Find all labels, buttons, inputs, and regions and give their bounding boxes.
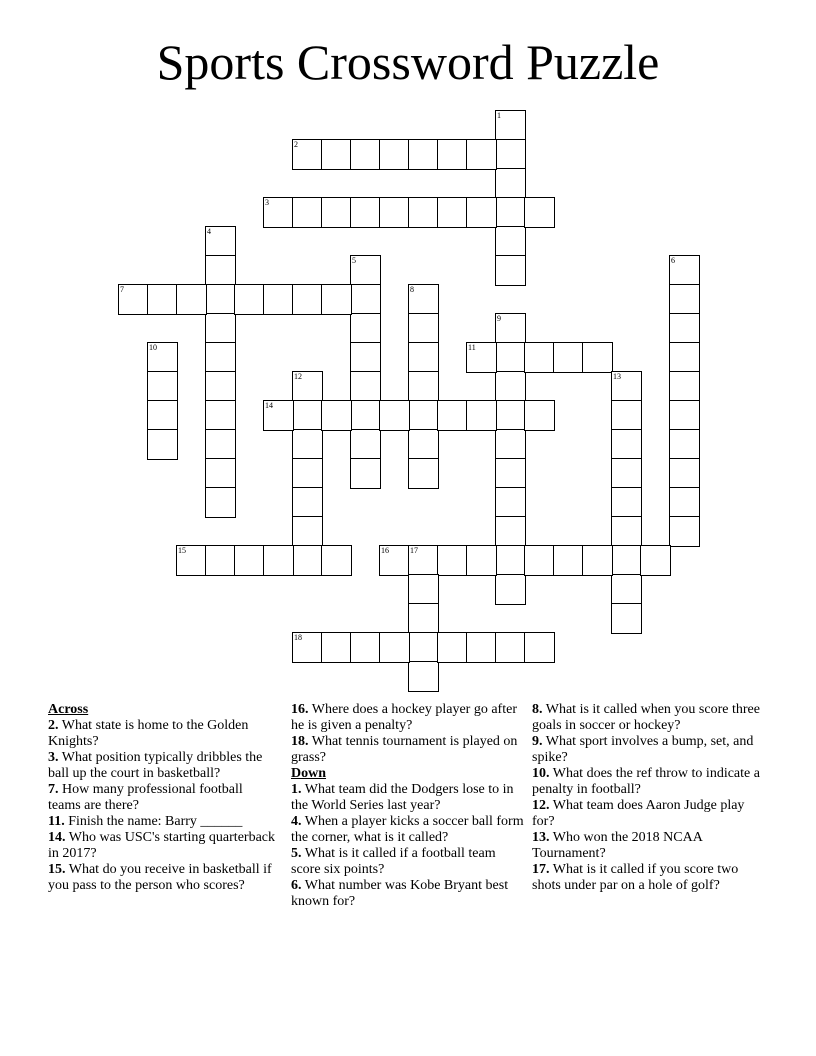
grid-cell[interactable] <box>524 632 555 663</box>
grid-cell[interactable] <box>205 371 236 402</box>
clue-down-4: 4. When a player kicks a soccer ball form the corner, what is it called? <box>291 814 524 845</box>
clue-number: 5 <box>352 256 356 265</box>
grid-cell[interactable] <box>408 342 439 373</box>
grid-cell[interactable] <box>437 632 468 663</box>
clue-across-14: 14. Who was USC's starting quarterback in 2017? <box>48 830 276 861</box>
clue-number: 3 <box>265 198 269 207</box>
grid-cell[interactable] <box>408 400 439 431</box>
clue-number: 11 <box>468 343 476 352</box>
grid-cell[interactable] <box>350 139 381 170</box>
grid-cell[interactable] <box>640 545 671 576</box>
grid-cell[interactable] <box>205 458 236 489</box>
grid-cell[interactable] <box>495 342 526 373</box>
clue-number: 4 <box>207 227 211 236</box>
clues-column-3 <box>532 702 762 894</box>
grid-cell[interactable] <box>263 284 294 315</box>
clue-number: 14 <box>265 401 273 410</box>
grid-cell[interactable] <box>350 342 381 373</box>
grid-cell[interactable] <box>495 458 526 489</box>
clue-down-12: 12. What team does Aaron Judge play for? <box>532 798 745 829</box>
grid-cell[interactable] <box>292 197 323 228</box>
grid-cell[interactable] <box>292 371 323 402</box>
grid-cell[interactable] <box>495 574 526 605</box>
grid-cell[interactable] <box>408 545 439 576</box>
clue-number: 1 <box>497 111 501 120</box>
grid-cell[interactable] <box>466 342 497 373</box>
grid-cell[interactable] <box>495 139 526 170</box>
grid-cell[interactable] <box>466 197 497 228</box>
grid-cell[interactable] <box>466 632 497 663</box>
grid-cell[interactable] <box>408 632 439 663</box>
grid-cell[interactable] <box>495 371 526 402</box>
grid-cell[interactable] <box>611 574 642 605</box>
grid-cell[interactable] <box>205 284 236 315</box>
clue-number: 12 <box>294 372 302 381</box>
grid-cell[interactable] <box>495 400 526 431</box>
grid-cell[interactable] <box>379 197 410 228</box>
clue-number: 18 <box>294 633 302 642</box>
grid-cell[interactable] <box>524 342 555 373</box>
grid-cell[interactable] <box>524 400 555 431</box>
grid-cell[interactable] <box>234 545 265 576</box>
grid-cell[interactable] <box>669 516 700 547</box>
grid-cell[interactable] <box>437 197 468 228</box>
grid-cell[interactable] <box>205 487 236 518</box>
clue-down-10: 10. What does the ref throw to indicate a penalty in football? <box>532 766 760 797</box>
grid-cell[interactable] <box>408 603 439 634</box>
grid-cell[interactable] <box>350 255 381 286</box>
grid-cell[interactable] <box>350 429 381 460</box>
grid-cell[interactable] <box>669 458 700 489</box>
grid-cell[interactable] <box>350 371 381 402</box>
grid-cell[interactable] <box>669 400 700 431</box>
grid-cell[interactable] <box>263 545 294 576</box>
grid-cell[interactable] <box>205 226 236 257</box>
grid-cell[interactable] <box>408 661 439 692</box>
grid-cell[interactable] <box>292 545 323 576</box>
grid-cell[interactable] <box>350 400 381 431</box>
grid-cell[interactable] <box>437 545 468 576</box>
grid-cell[interactable] <box>611 603 642 634</box>
clue-number: 9 <box>497 314 501 323</box>
grid-cell[interactable] <box>350 284 381 315</box>
grid-cell[interactable] <box>147 400 178 431</box>
clue-number: 6 <box>671 256 675 265</box>
grid-cell[interactable] <box>205 342 236 373</box>
grid-cell[interactable] <box>611 516 642 547</box>
grid-cell[interactable] <box>669 313 700 344</box>
clues-column-2 <box>291 702 526 910</box>
grid-cell[interactable] <box>524 197 555 228</box>
grid-cell[interactable] <box>495 110 526 141</box>
clue-down-6: 6. What number was Kobe Bryant best known for? <box>291 878 509 909</box>
grid-cell[interactable] <box>466 400 497 431</box>
grid-cell[interactable] <box>205 545 236 576</box>
grid-cell[interactable] <box>147 429 178 460</box>
grid-cell[interactable] <box>466 139 497 170</box>
grid-cell[interactable] <box>611 458 642 489</box>
clue-number: 8 <box>410 285 414 294</box>
grid-cell[interactable] <box>205 429 236 460</box>
clue-across-7: 7. How many professional football teams are there? <box>48 782 243 813</box>
clue-across-2: 2. What state is home to the Golden Knights? <box>48 718 249 749</box>
grid-cell[interactable] <box>495 487 526 518</box>
clue-number: 17 <box>410 546 418 555</box>
clue-down-17: 17. What is it called if you score two shots under par on a hole of golf? <box>532 862 739 893</box>
grid-cell[interactable] <box>408 371 439 402</box>
grid-cell[interactable] <box>495 255 526 286</box>
grid-cell[interactable] <box>321 400 352 431</box>
grid-cell[interactable] <box>292 487 323 518</box>
clue-down-13: 13. Who won the 2018 NCAA Tournament? <box>532 830 703 861</box>
down-heading: Down <box>291 766 327 781</box>
grid-cell[interactable] <box>263 197 294 228</box>
grid-cell[interactable] <box>205 313 236 344</box>
grid-cell[interactable] <box>292 429 323 460</box>
grid-cell[interactable] <box>495 226 526 257</box>
clue-across-3: 3. What position typically dribbles the ball up the court in basketball? <box>48 750 263 781</box>
grid-cell[interactable] <box>495 168 526 199</box>
grid-cell[interactable] <box>611 545 642 576</box>
clue-number: 15 <box>178 546 186 555</box>
grid-cell[interactable] <box>176 284 207 315</box>
grid-cell[interactable] <box>205 255 236 286</box>
grid-cell[interactable] <box>292 632 323 663</box>
clue-number: 13 <box>613 372 621 381</box>
grid-cell[interactable] <box>495 197 526 228</box>
grid-cell[interactable] <box>292 139 323 170</box>
page-title: Sports Crossword Puzzle <box>156 34 660 90</box>
clue-number: 2 <box>294 140 298 149</box>
grid-cell[interactable] <box>669 284 700 315</box>
grid-cell[interactable] <box>147 371 178 402</box>
grid-cell[interactable] <box>466 545 497 576</box>
grid-cell[interactable] <box>437 400 468 431</box>
grid-cell[interactable] <box>611 371 642 402</box>
grid-cell[interactable] <box>408 284 439 315</box>
grid-cell[interactable] <box>321 632 352 663</box>
clue-down-5: 5. What is it called if a football team score six points? <box>291 846 496 877</box>
grid-cell[interactable] <box>582 545 613 576</box>
grid-cell[interactable] <box>495 632 526 663</box>
grid-cell[interactable] <box>263 400 294 431</box>
grid-cell[interactable] <box>524 545 555 576</box>
grid-cell[interactable] <box>147 342 178 373</box>
grid-cell[interactable] <box>350 197 381 228</box>
grid-cell[interactable] <box>234 284 265 315</box>
grid-cell[interactable] <box>292 458 323 489</box>
grid-cell[interactable] <box>321 139 352 170</box>
clue-across-16: 16. Where does a hockey player go after he is given a penalty? <box>291 702 517 733</box>
clue-down-9: 9. What sport involves a bump, set, and spike? <box>532 734 754 765</box>
grid-cell[interactable] <box>408 429 439 460</box>
clue-number: 7 <box>120 285 124 294</box>
clue-across-15: 15. What do you receive in basketball if you pass to the person who scores? <box>48 862 272 893</box>
grid-cell[interactable] <box>495 429 526 460</box>
grid-cell[interactable] <box>292 516 323 547</box>
clue-down-1: 1. What team did the Dodgers lose to in the World Series last year? <box>291 782 514 813</box>
grid-cell[interactable] <box>292 284 323 315</box>
grid-cell[interactable] <box>669 342 700 373</box>
clue-down-8: 8. What is it called when you score three goals in soccer or hockey? <box>532 702 760 733</box>
grid-cell[interactable] <box>611 487 642 518</box>
grid-cell[interactable] <box>495 313 526 344</box>
grid-cell[interactable] <box>321 284 352 315</box>
grid-cell[interactable] <box>176 545 207 576</box>
grid-cell[interactable] <box>147 284 178 315</box>
grid-cell[interactable] <box>292 400 323 431</box>
grid-cell[interactable] <box>408 197 439 228</box>
clue-across-18: 18. What tennis tournament is played on grass? <box>291 734 518 765</box>
grid-cell[interactable] <box>437 139 468 170</box>
grid-cell[interactable] <box>379 632 410 663</box>
grid-cell[interactable] <box>669 255 700 286</box>
grid-cell[interactable] <box>669 487 700 518</box>
grid-cell[interactable] <box>350 632 381 663</box>
grid-cell[interactable] <box>321 197 352 228</box>
grid-cell[interactable] <box>408 458 439 489</box>
grid-cell[interactable] <box>379 545 410 576</box>
grid-cell[interactable] <box>350 313 381 344</box>
grid-cell[interactable] <box>118 284 149 315</box>
grid-cell[interactable] <box>408 139 439 170</box>
grid-cell[interactable] <box>669 371 700 402</box>
grid-cell[interactable] <box>379 139 410 170</box>
grid-cell[interactable] <box>553 342 584 373</box>
grid-cell[interactable] <box>611 429 642 460</box>
grid-cell[interactable] <box>495 516 526 547</box>
grid-cell[interactable] <box>408 574 439 605</box>
grid-cell[interactable] <box>408 313 439 344</box>
grid-cell[interactable] <box>321 545 352 576</box>
grid-cell[interactable] <box>582 342 613 373</box>
clues-column-1 <box>48 702 278 894</box>
grid-cell[interactable] <box>669 429 700 460</box>
clue-number: 16 <box>381 546 389 555</box>
grid-cell[interactable] <box>379 400 410 431</box>
grid-cell[interactable] <box>495 545 526 576</box>
grid-cell[interactable] <box>553 545 584 576</box>
across-heading: Across <box>48 702 89 717</box>
grid-cell[interactable] <box>350 458 381 489</box>
grid-cell[interactable] <box>205 400 236 431</box>
clue-number: 10 <box>149 343 157 352</box>
grid-cell[interactable] <box>611 400 642 431</box>
clue-across-11: 11. Finish the name: Barry ______ <box>48 814 243 829</box>
